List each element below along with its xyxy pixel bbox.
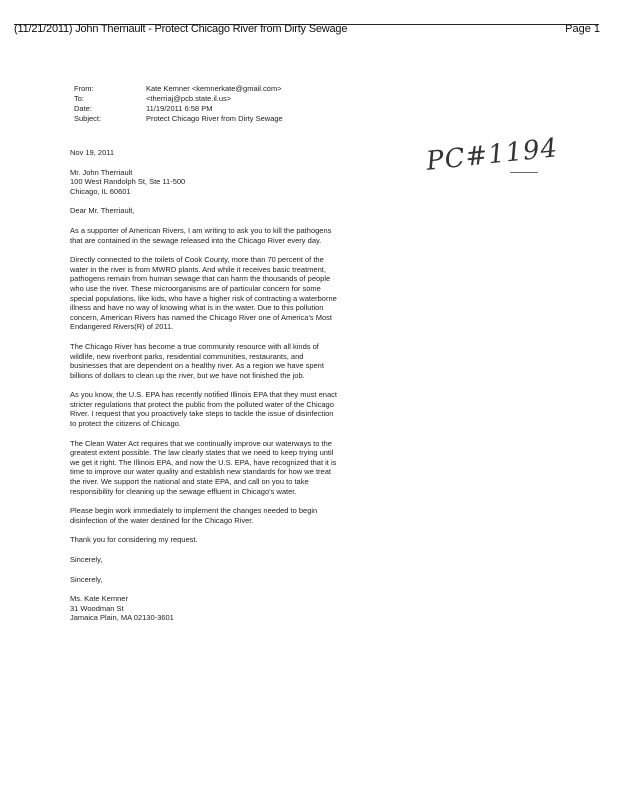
letter-body: [70, 148, 340, 633]
subject-label: Subject:: [74, 114, 102, 123]
paragraph: The Clean Water Act requires that we continually improve our waterways to the greatest extent possible. The law clearly states that we need to keep trying until we get it right. The Illinois EPA, and now the U.S. EPA, have recognized that it is time to improve our water quality and establish new standards for how we treat the river. We support the national and state EPA, and call on you to take responsibility for cleaning up the sewage effluent in Chicago's water.: [70, 438, 337, 496]
closing: Sincerely,: [70, 574, 103, 584]
letter-date: Nov 19, 2011: [70, 148, 115, 157]
recipient-line: Mr. John Therriault: [70, 167, 133, 177]
handwritten-stamp: PC#1194: [424, 133, 560, 177]
paragraph: Thank you for considering my request.: [70, 535, 198, 545]
from-value: Kate Kemner <kemnerkate@gmail.com>: [146, 84, 282, 93]
closing: Sincerely,: [70, 555, 103, 564]
subject-value: Protect Chicago River from Dirty Sewage: [146, 114, 283, 123]
from-row: [74, 84, 283, 94]
recipient-line: 100 West Randolph St, Ste 11-500: [70, 177, 186, 187]
date-label: Date:: [74, 104, 92, 113]
paragraph: The Chicago River has become a true community resource with all kinds of wildlife, new riverfront parks, residential communities, restaurants, and businesses that are dependent on a healthy river. As a region we have spent billions of dollars to clean up the river, but we have not finished the job.: [70, 341, 324, 380]
subject-row: [74, 114, 283, 124]
signature-block: [70, 594, 340, 623]
date-value: 11/19/2011 6:58 PM: [146, 104, 213, 113]
paragraph: As a supporter of American Rivers, I am writing to ask you to kill the pathogens that are contained in the sewage released into the Chicago River every day.: [70, 225, 332, 245]
paragraph: Directly connected to the toilets of Cook County, more than 70 percent of the water in the river is from MWRD plants. And while it receives basic treatment, pathogens remain from human sewage that can harm the thousands of people who use the river. These microorganisms are of particular concern for some special populations, like kids, who have a higher risk of contracting a waterborne illness and have no way of knowing what is in the water. Due to this pollution concern, American Rivers has named the Chicago River one of America's Most Endangered Rivers(R) of 2011.: [70, 255, 337, 332]
paragraph: Please begin work immediately to implement the changes needed to begin disinfection of the water destined for the Chicago River.: [70, 506, 318, 525]
page-number: Page 1: [565, 23, 600, 35]
signature-line: Jamaica Plain, MA 02130-3601: [70, 613, 174, 623]
date-row: [74, 104, 283, 114]
recipient-address: [70, 168, 340, 197]
email-metadata: [74, 84, 283, 124]
stamp-underline: [510, 172, 538, 173]
document-header-title: (11/21/2011) John Therriault - Protect Chicago River from Dirty Sewage: [14, 23, 348, 35]
paragraph: As you know, the U.S. EPA has recently notified Illinois EPA that they must enact stricter regulations that protect the public from the polluted water of the Chicago River. I request that you proactively take steps to tackle the issue of disinfection to protect the citizens of Chicago.: [70, 390, 337, 429]
to-label: To:: [74, 94, 85, 103]
from-label: From:: [74, 84, 94, 93]
signature-line: 31 Woodman St: [70, 603, 124, 613]
recipient-line: Chicago, IL 60601: [70, 186, 131, 196]
to-value: <therriaj@pcb.state.il.us>: [146, 94, 232, 103]
signature-line: Ms. Kate Kemner: [70, 594, 128, 604]
salutation: Dear Mr. Therriault,: [70, 206, 135, 216]
to-row: [74, 94, 283, 104]
